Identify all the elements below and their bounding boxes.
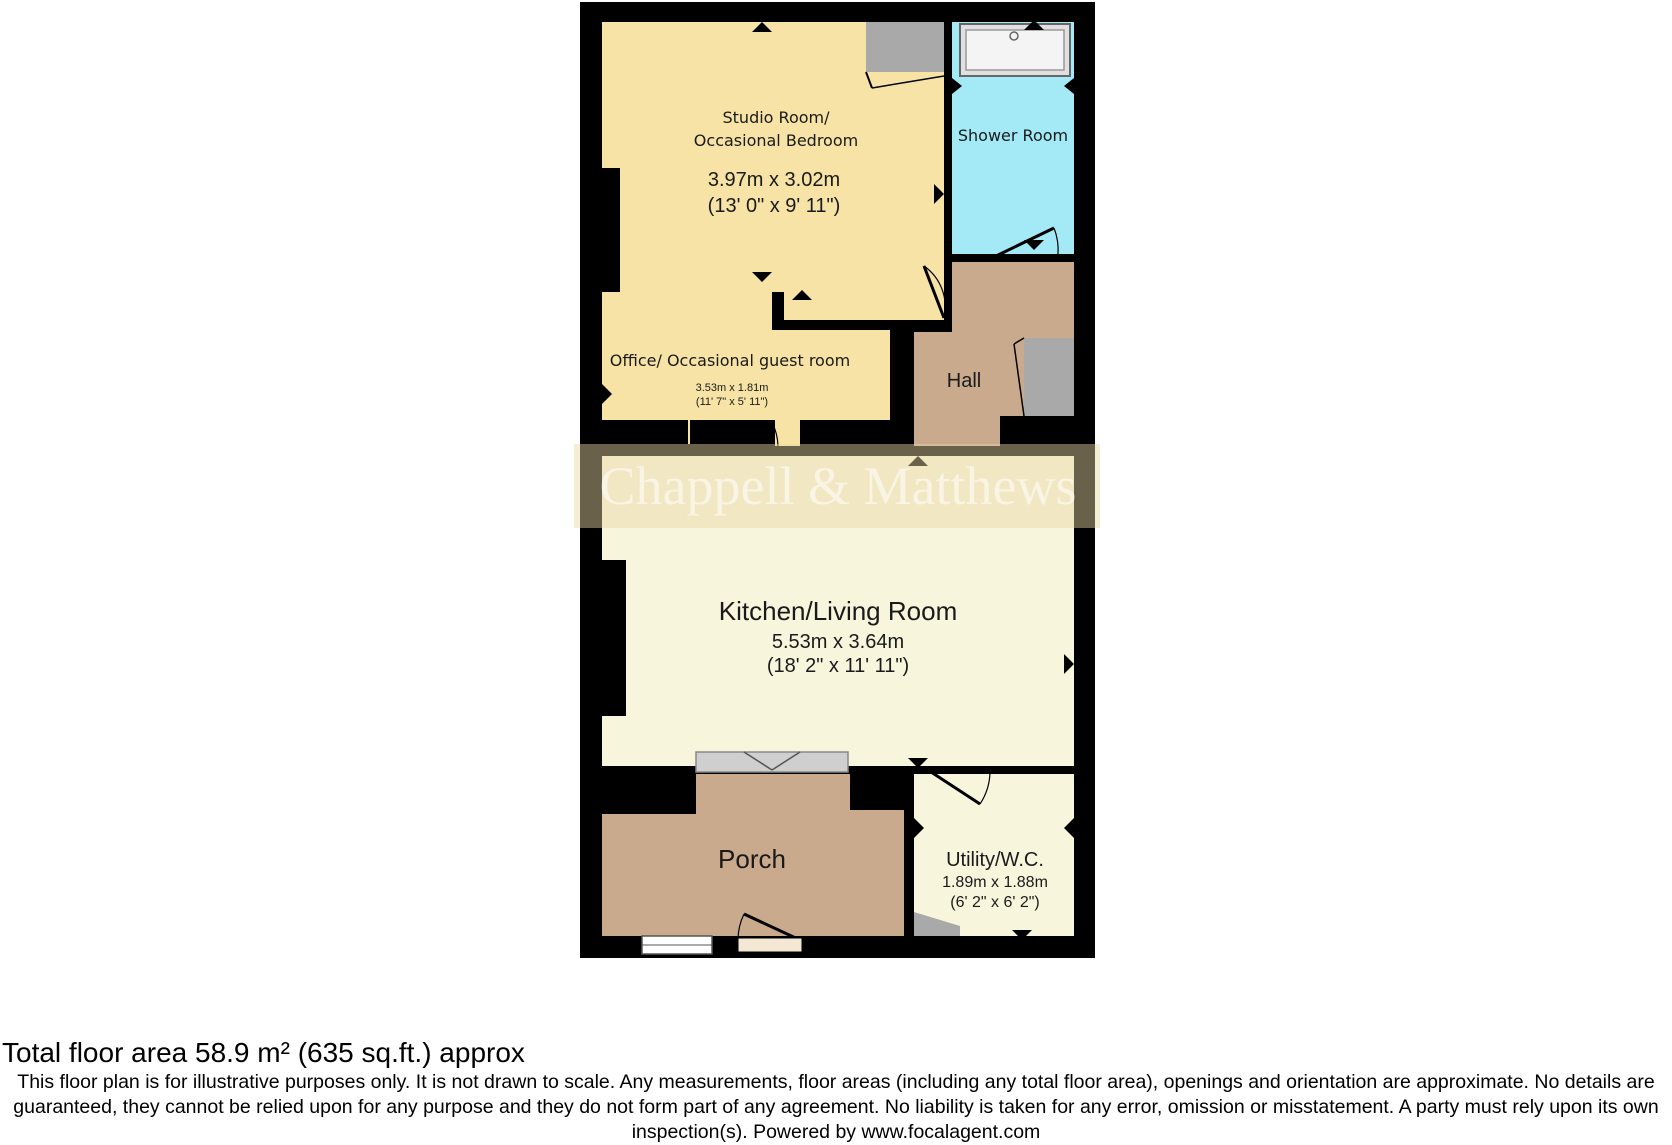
office-imperial: (11' 7" x 5' 11"): [695, 396, 769, 408]
hall-name: Hall: [946, 370, 982, 392]
utility-metric: 1.89m x 1.88m: [942, 874, 1048, 891]
studio-name-1: Studio Room/: [722, 108, 830, 127]
total-floor-area: Total floor area 58.9 m² (635 sq.ft.) approx: [2, 1037, 525, 1068]
studio-imperial: (13' 0" x 9' 11"): [707, 195, 841, 217]
disclaimer: This floor plan is for illustrative purposes only. It is not drawn to scale. Any measurements, floor areas (including any total floor area), openings and orientation are approximate. No details are guaranteed, they cannot be relied upon for any purpose and they do not form part of any agreement. No liability is taken for any error, omission or misstatement. A party must rely upon its own inspection(s). Powered by www.focalagent.com: [13, 1071, 1659, 1143]
kitchen-imperial: (18' 2" x 11' 11"): [766, 655, 910, 677]
office-metric: 3.53m x 1.81m: [695, 382, 769, 394]
studio-name-2: Occasional Bedroom: [693, 131, 859, 150]
kitchen-name: Kitchen/Living Room: [718, 596, 958, 626]
kitchen-metric: 5.53m x 3.64m: [771, 631, 905, 653]
shower-tray-inner: [966, 30, 1064, 70]
watermark: Chappell & Matthews: [599, 456, 1077, 516]
porch-name: Porch: [718, 844, 786, 874]
glazed-screen: [696, 752, 848, 772]
wall-segment: [602, 420, 688, 444]
studio-metric: 3.97m x 3.02m: [707, 169, 841, 191]
wardrobe: [866, 22, 944, 72]
office-name: Office/ Occasional guest room: [609, 351, 851, 370]
utility-imperial: (6' 2" x 6' 2"): [950, 894, 1040, 911]
shower-name: Shower Room: [957, 126, 1069, 145]
cupboard: [1024, 338, 1074, 416]
door-threshold: [738, 938, 802, 952]
utility-name: Utility/W.C.: [946, 849, 1044, 871]
footer: [0, 1036, 1672, 1145]
